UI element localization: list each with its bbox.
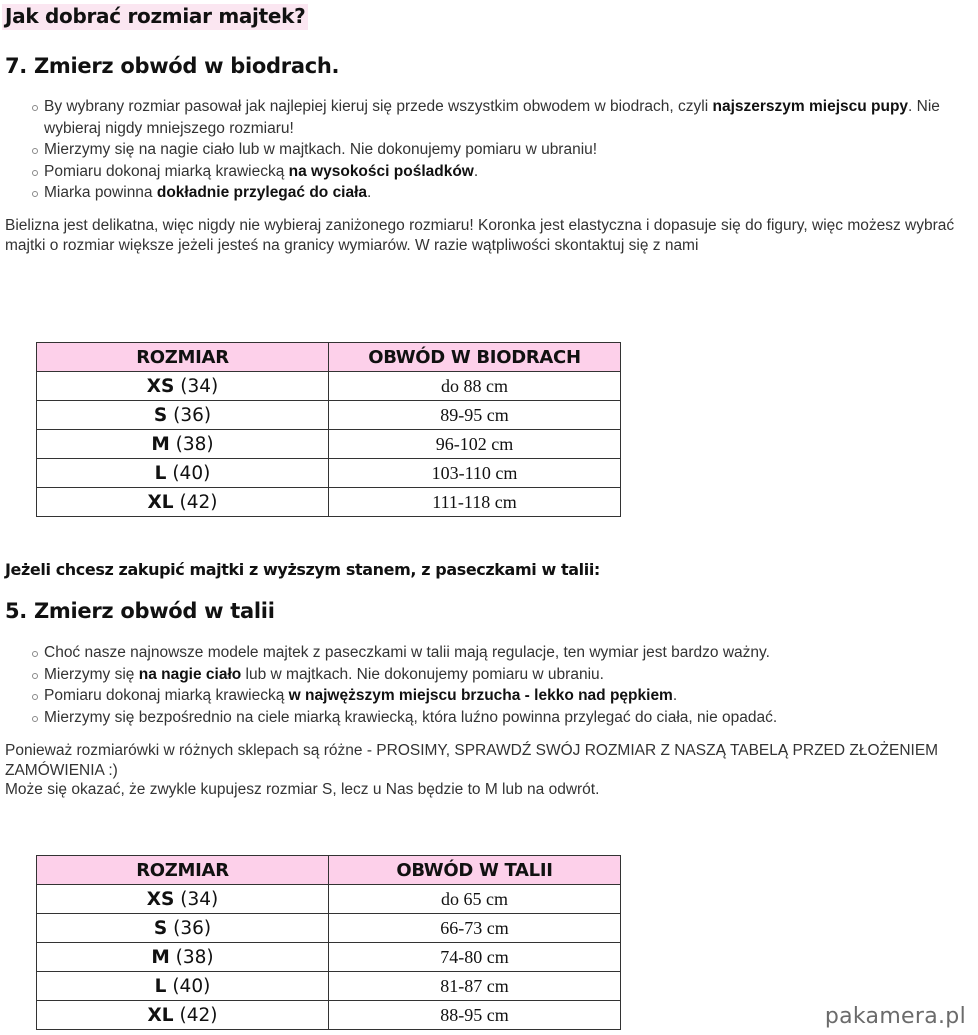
list-item: Mierzymy się na nagie ciało lub w majtkach. Nie dokonujemy pomiaru w ubraniu! [30, 139, 975, 161]
table-row [37, 401, 621, 430]
table-row [37, 943, 621, 972]
table-header-row [37, 343, 621, 372]
waist-bullet-list [30, 642, 975, 728]
list-item: Mierzymy się bezpośrednio na ciele miarką krawiecką, która luźno powinna przylegać do ciała, nie opadać. [30, 707, 975, 729]
waist-note-1: Ponieważ rozmiarówki w różnych sklepach są różne - PROSIMY, SPRAWDŹ SWÓJ ROZMIAR Z NASZĄ TABELĄ PRZED ZŁOŻENIEM ZAMÓWIENIA :) [5, 742, 939, 779]
bullet-icon [32, 673, 38, 679]
measurement-cell: 96-102 cm [329, 430, 621, 459]
bullet-icon [32, 716, 38, 722]
size-cell: S (36) [37, 401, 329, 430]
hips-note: Bielizna jest delikatna, więc nigdy nie wybieraj zaniżonego rozmiaru! Koronka jest elastyczna i dopasuje się do figury, więc możesz wybrać majtki o rozmiar większe jeżeli jesteś na granicy wymiarów. W razie wątpliwości skontaktuj się z nami [5, 217, 955, 254]
table-row [37, 372, 621, 401]
waist-note-2: Może się okazać, że zwykle kupujesz rozmiar S, lecz u Nas będzie to M lub na odwrót. [5, 781, 600, 798]
size-cell: M (38) [37, 943, 329, 972]
watermark-logo: pakamera.pl [824, 1004, 966, 1029]
column-header: ROZMIAR [37, 856, 329, 885]
waist-size-table [36, 855, 621, 1030]
list-item: Mierzymy się na nagie ciało lub w majtkach. Nie dokonujemy pomiaru w ubraniu. [30, 664, 975, 686]
column-header: OBWÓD W BIODRACH [329, 343, 621, 372]
column-header: ROZMIAR [37, 343, 329, 372]
measurement-cell: 89-95 cm [329, 401, 621, 430]
measurement-cell: 74-80 cm [329, 943, 621, 972]
measurement-cell: 66-73 cm [329, 914, 621, 943]
table-row [37, 1001, 621, 1030]
size-cell: M (38) [37, 430, 329, 459]
hips-bullet-list [30, 96, 975, 204]
measurement-cell: 111-118 cm [329, 488, 621, 517]
size-cell: XS (34) [37, 372, 329, 401]
column-header: OBWÓD W TALII [329, 856, 621, 885]
list-item: Miarka powinna dokładnie przylegać do ciała. [30, 182, 975, 204]
table-row [37, 885, 621, 914]
size-cell: XL (42) [37, 1001, 329, 1030]
measurement-cell: 81-87 cm [329, 972, 621, 1001]
measurement-cell: do 88 cm [329, 372, 621, 401]
bullet-icon [32, 651, 38, 657]
hips-heading: 7. Zmierz obwód w biodrach. [5, 54, 340, 78]
table-row [37, 488, 621, 517]
size-cell: S (36) [37, 914, 329, 943]
bullet-icon [32, 105, 38, 111]
bullet-icon [32, 694, 38, 700]
size-cell: L (40) [37, 459, 329, 488]
bullet-icon [32, 191, 38, 197]
measurement-cell: 103-110 cm [329, 459, 621, 488]
table-row [37, 914, 621, 943]
page-title: Jak dobrać rozmiar majtek? [2, 4, 308, 30]
list-item: Pomiaru dokonaj miarką krawiecką na wysokości pośladków. [30, 161, 975, 183]
measurement-cell: do 65 cm [329, 885, 621, 914]
size-cell: XL (42) [37, 488, 329, 517]
hips-size-table [36, 342, 621, 517]
size-cell: XS (34) [37, 885, 329, 914]
bullet-icon [32, 148, 38, 154]
table-header-row [37, 856, 621, 885]
waist-intro: Jeżeli chcesz zakupić majtki z wyższym stanem, z paseczkami w talii: [5, 560, 600, 579]
table-row [37, 972, 621, 1001]
list-item: Choć nasze najnowsze modele majtek z paseczkami w talii mają regulacje, ten wymiar jest bardzo ważny. [30, 642, 975, 664]
list-item: Pomiaru dokonaj miarką krawiecką w najwęższym miejscu brzucha - lekko nad pępkiem. [30, 685, 975, 707]
table-row [37, 430, 621, 459]
table-row [37, 459, 621, 488]
measurement-cell: 88-95 cm [329, 1001, 621, 1030]
list-item: By wybrany rozmiar pasował jak najlepiej kieruj się przede wszystkim obwodem w biodrach, czyli najszerszym miejscu pupy. Nie wybieraj nigdy mniejszego rozmiaru! [30, 96, 975, 139]
waist-heading: 5. Zmierz obwód w talii [5, 599, 275, 623]
bullet-icon [32, 170, 38, 176]
size-cell: L (40) [37, 972, 329, 1001]
